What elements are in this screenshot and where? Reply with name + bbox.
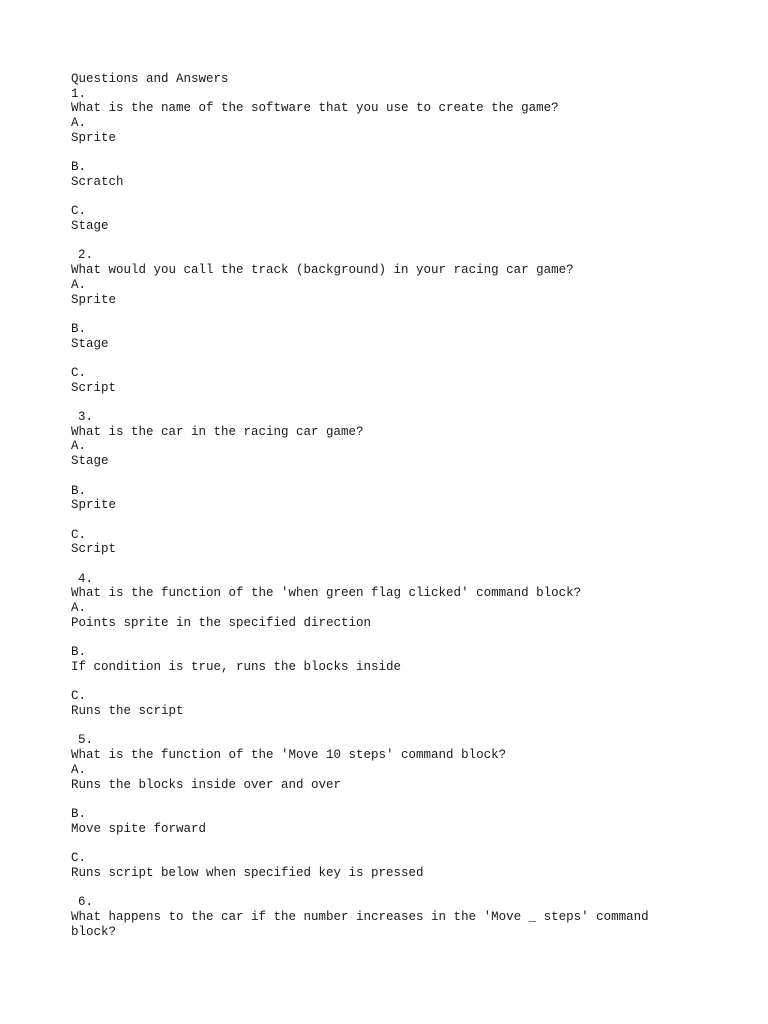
option-answer: Stage	[71, 454, 109, 469]
option-answer: If condition is true, runs the blocks inside	[71, 659, 402, 674]
answer-option	[71, 689, 711, 718]
option-answer: Stage	[71, 336, 109, 351]
document-title: Questions and Answers	[71, 72, 229, 86]
option-letter: A.	[71, 116, 87, 131]
question-number: 1.	[71, 86, 87, 101]
question-text: What is the car in the racing car game?	[71, 424, 364, 439]
answer-option	[71, 851, 711, 880]
question-text: What is the function of the 'when green flag clicked' command block?	[71, 586, 582, 601]
question-text: What is the name of the software that you use to create the game?	[71, 101, 559, 116]
question-text: What is the function of the 'Move 10 steps' command block?	[71, 748, 507, 763]
option-answer: Stage	[71, 219, 109, 233]
option-letter: B.	[71, 806, 87, 821]
question-block	[71, 248, 711, 410]
answer-option	[71, 366, 711, 395]
question-block	[71, 895, 711, 939]
option-answer: Sprite	[71, 292, 117, 307]
option-answer: Sprite	[71, 498, 117, 513]
question-number: 5.	[78, 733, 94, 748]
answer-option	[71, 322, 711, 351]
option-letter: C.	[71, 527, 87, 542]
document-body	[71, 72, 711, 939]
option-letter: B.	[71, 483, 87, 498]
option-letter: B.	[71, 160, 87, 175]
answer-option	[71, 484, 711, 513]
answer-option	[71, 116, 711, 145]
answer-option	[71, 763, 711, 792]
option-answer: Points sprite in the specified direction	[71, 615, 372, 630]
option-answer: Script	[71, 380, 117, 395]
question-block	[71, 572, 711, 734]
option-answer: Runs script below when specified key is pressed	[71, 865, 424, 880]
option-letter: A.	[71, 439, 87, 454]
question-block	[71, 410, 711, 572]
answer-option	[71, 601, 711, 630]
question-block	[71, 733, 711, 895]
option-letter: B.	[71, 321, 87, 336]
option-letter: A.	[71, 277, 87, 292]
question-block	[71, 87, 711, 249]
question-number: 6.	[78, 895, 94, 910]
option-answer: Sprite	[71, 130, 117, 145]
option-answer: Script	[71, 542, 117, 557]
question-number: 4.	[78, 571, 94, 586]
answer-option	[71, 278, 711, 307]
answer-option	[71, 528, 711, 557]
answer-option	[71, 645, 711, 674]
question-text: What would you call the track (background) in your racing car game?	[71, 263, 574, 278]
option-answer: Runs the blocks inside over and over	[71, 777, 342, 792]
question-number: 2.	[78, 248, 94, 263]
option-answer: Move spite forward	[71, 821, 207, 836]
option-letter: B.	[71, 645, 87, 660]
answer-option	[71, 439, 711, 468]
answer-option	[71, 807, 711, 836]
question-text: What happens to the car if the number increases in the 'Move _ steps' command block?	[71, 909, 657, 939]
option-letter: C.	[71, 204, 87, 219]
option-letter: A.	[71, 601, 87, 616]
question-number: 3.	[78, 410, 94, 425]
option-answer: Runs the script	[71, 704, 184, 719]
option-letter: C.	[71, 851, 87, 866]
answer-option	[71, 204, 711, 233]
answer-option	[71, 160, 711, 189]
option-letter: C.	[71, 689, 87, 704]
option-letter: A.	[71, 762, 87, 777]
option-answer: Scratch	[71, 174, 124, 189]
option-letter: C.	[71, 365, 87, 380]
